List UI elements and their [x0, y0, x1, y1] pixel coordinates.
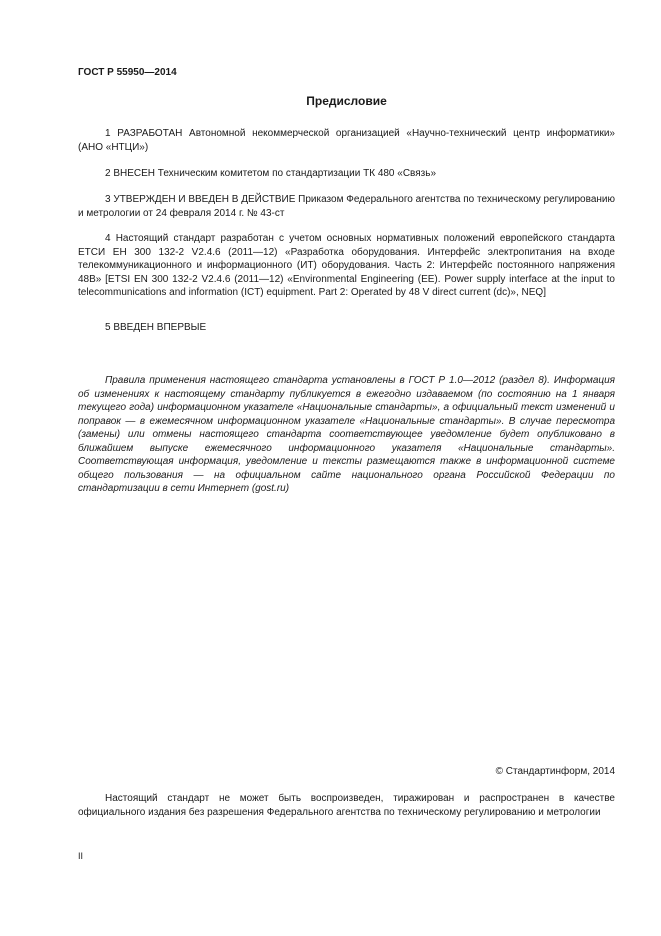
page-title: Предисловие — [306, 94, 387, 108]
foreword-item-5: 5 ВВЕДЕН ВПЕРВЫЕ — [105, 322, 207, 333]
foreword-item-2: 2 ВНЕСЕН Техническим комитетом по стандартизации ТК 480 «Связь» — [105, 168, 437, 179]
usage-rules-note: Правила применения настоящего стандарта установлены в ГОСТ Р 1.0—2012 (раздел 8). Информация об изменениях к настоящему стандарту публикуется в ежегодно издаваемом (по состоянию на 1 января текущего года) информационном указателе «Национальные стандарты», а официальный текст изменений и поправок — в ежемесячном информационном указателе «Национальные стандарты». В случае пересмотра (замены) или отмены настоящего стандарта соответствующее уведомление будет опубликовано в ближайшем выпуске ежемесячного информационного указателя «Национальные стандарты». Соответствующая информация, уведомление и тексты размещаются также в информационной системе общего пользования — на официальном сайте национального органа Российской Федерации по стандартизации в сети Интернет (gost.ru) — [78, 375, 615, 494]
foreword-item-3: 3 УТВЕРЖДЕН И ВВЕДЕН В ДЕЙСТВИЕ Приказом Федерального агентства по техническому регулированию и метрологии от 24 февраля 2014 г. № 43-ст — [78, 194, 615, 219]
document-header: ГОСТ Р 55950—2014 — [78, 67, 177, 78]
reproduction-notice: Настоящий стандарт не может быть воспроизведен, тиражирован и распространен в качестве официального издания без разрешения Федерального агентства по техническому регулированию и метрологии — [78, 793, 615, 818]
foreword-item-1: 1 РАЗРАБОТАН Автономной некоммерческой организацией «Научно-технический центр информатики» (АНО «НТЦИ») — [78, 128, 615, 153]
copyright-line: © Стандартинформ, 2014 — [495, 766, 615, 777]
page-number: II — [78, 851, 84, 861]
foreword-item-4: 4 Настоящий стандарт разработан с учетом основных нормативных положений европейского стандарта ЕТСИ ЕН 300 132-2 V2.4.6 (2011—12) «Разработка оборудования. Интерфейс электропитания на входе телекоммуникационного и информационного (ИТ) оборудования. Часть 2: Интерфейс постоянного напряжения 48В» [ETSI EN 300 132-2 V2.4.6 (2011—12) «Environmental Engineering (EE). Power supply interface at the input to telecommunications and information (ICT) equipment. Part 2: Operated by 48 V direct current (dc)», NEQ] — [78, 233, 615, 298]
